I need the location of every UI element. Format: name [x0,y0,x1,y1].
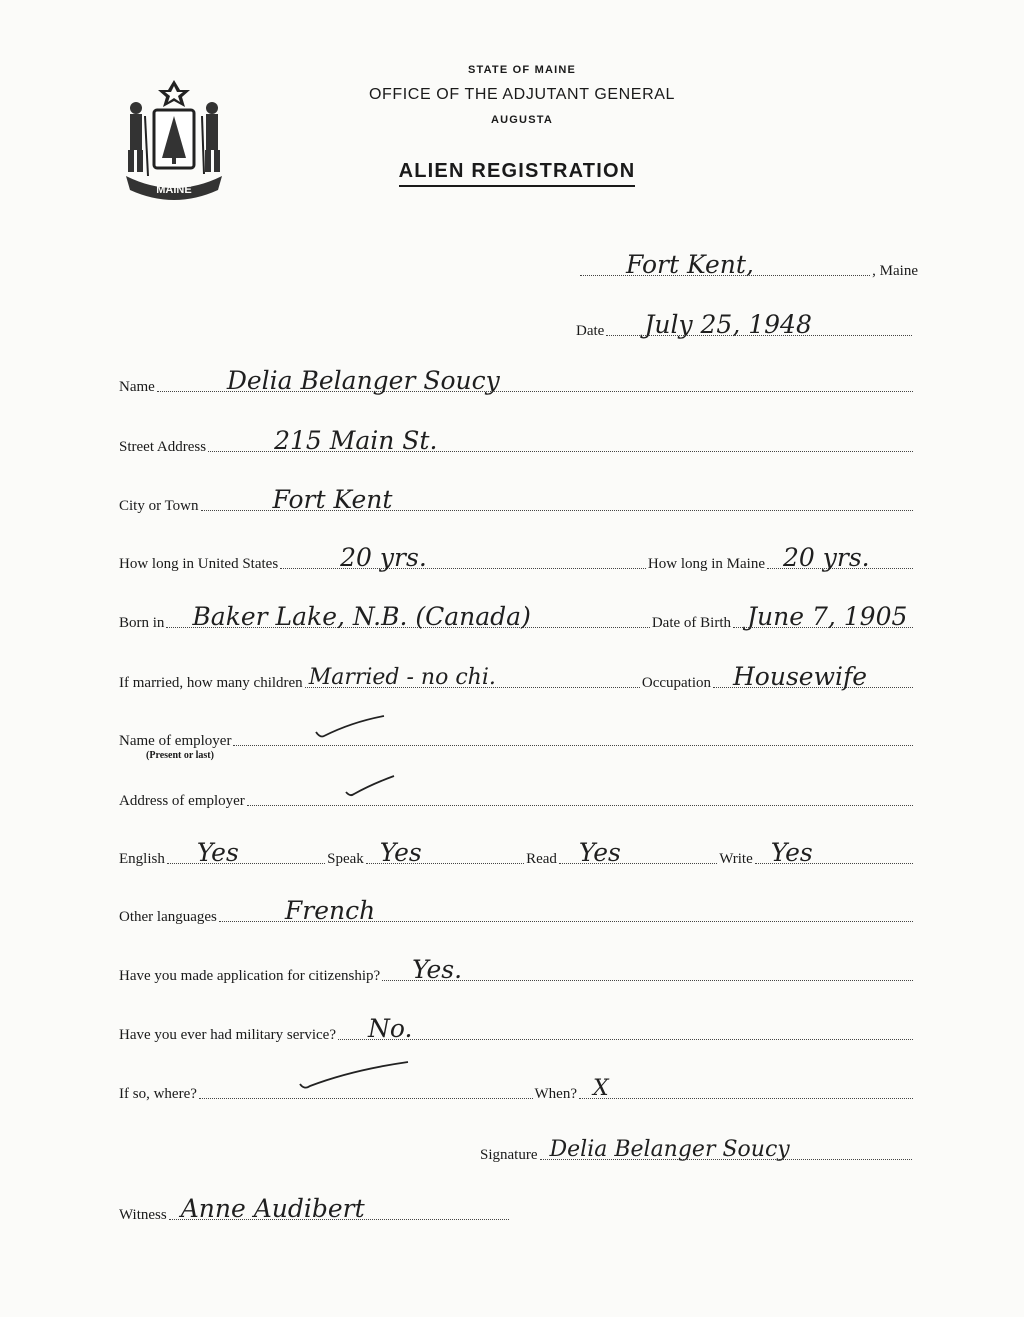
witness-value: Anne Audibert [180,1194,365,1223]
write-field[interactable] [755,838,913,867]
service-location-row [119,1077,915,1103]
read-field[interactable] [559,838,717,867]
date-label: Date [576,323,605,339]
where-field[interactable] [199,1098,533,1099]
other-languages-label: Other languages [119,909,217,925]
employer-label: Name of employer [119,733,232,749]
citizenship-row [119,955,915,985]
city-heading: AUGUSTA [491,114,553,126]
read-label: Read [526,851,557,867]
witness-row [119,1194,511,1224]
employer-address-row [119,784,915,810]
city-label: City or Town [119,498,199,514]
maine-field[interactable] [767,543,913,572]
date-field[interactable] [606,310,912,339]
born-value: Baker Lake, N.B. (Canada) [192,602,531,631]
occupation-value: Housewife [733,662,868,691]
other-languages-field[interactable] [219,896,913,925]
signature-label: Signature [480,1147,538,1163]
name-value: Delia Belanger Soucy [226,366,500,395]
read-value: Yes [578,838,621,867]
witness-field[interactable] [169,1194,509,1223]
signature-value: Delia Belanger Soucy [549,1137,790,1162]
office-heading: OFFICE OF THE ADJUTANT GENERAL [368,86,676,103]
employer-address-label: Address of employer [119,793,245,809]
street-value: 215 Main St. [274,426,438,455]
street-field[interactable] [208,426,913,455]
maine-label: How long in Maine [647,556,765,572]
name-row [119,366,915,396]
employer-check-mark [312,712,392,742]
when-label: When? [534,1086,577,1102]
employer-address-check-mark [342,772,402,802]
born-label: Born in [119,615,165,631]
form-title-text: ALIEN REGISTRATION [399,160,636,187]
when-value: X [593,1076,609,1101]
occupation-field[interactable] [713,662,913,691]
city-row [119,485,915,515]
where-check-mark [296,1058,416,1094]
citizenship-value: Yes. [412,955,463,984]
military-field[interactable] [338,1014,913,1043]
when-field[interactable] [579,1076,913,1101]
english-field[interactable] [167,838,325,867]
place-field[interactable] [580,250,870,279]
place-row [578,250,918,280]
write-value: Yes [770,838,813,867]
place-suffix: , Maine [872,263,918,279]
born-field[interactable] [166,602,649,631]
us-value: 20 yrs. [340,543,427,572]
employer-sublabel: (Present or last) [146,750,214,761]
speak-label: Speak [327,851,364,867]
signature-field[interactable] [540,1137,913,1162]
name-field[interactable] [157,366,913,395]
occupation-label: Occupation [641,675,711,691]
english-label: English [119,851,165,867]
dob-value: June 7, 1905 [747,602,908,631]
dob-field[interactable] [733,602,913,631]
where-label: If so, where? [119,1086,197,1102]
birth-row [119,602,915,632]
dob-label: Date of Birth [651,615,731,631]
date-row [576,310,914,340]
military-value: No. [368,1014,413,1043]
place-value: Fort Kent, [626,250,754,279]
citizenship-field[interactable] [382,955,913,984]
children-label: If married, how many children [119,675,303,691]
seal-banner-text: MAINE [156,184,192,196]
city-value: Fort Kent [272,485,393,514]
maine-value: 20 yrs. [783,543,870,572]
signature-row [480,1138,914,1164]
speak-field[interactable] [366,838,524,867]
city-field[interactable] [201,485,913,514]
write-label: Write [719,851,753,867]
employer-address-field[interactable] [247,805,913,806]
family-row [119,662,915,692]
military-label: Have you ever had military service? [119,1027,336,1043]
form-title [0,160,1024,183]
employer-row [119,724,915,750]
english-value: Yes [196,838,239,867]
other-languages-row [119,896,915,926]
date-value: July 25, 1948 [644,310,812,339]
state-heading: STATE OF MAINE [467,64,577,76]
employer-field[interactable] [233,745,913,746]
witness-label: Witness [119,1207,167,1223]
us-label: How long in United States [119,556,279,572]
street-label: Street Address [119,439,207,455]
street-row [119,426,915,456]
name-label: Name [119,379,155,395]
residence-row [119,543,915,573]
children-field[interactable] [305,665,640,690]
military-row [119,1014,915,1044]
children-value: Married - no chi. [308,665,496,690]
speak-value: Yes [379,838,422,867]
citizenship-label: Have you made application for citizenship? [119,968,381,984]
language-ability-row [119,838,915,868]
other-languages-value: French [284,896,376,925]
us-field[interactable] [280,543,646,572]
